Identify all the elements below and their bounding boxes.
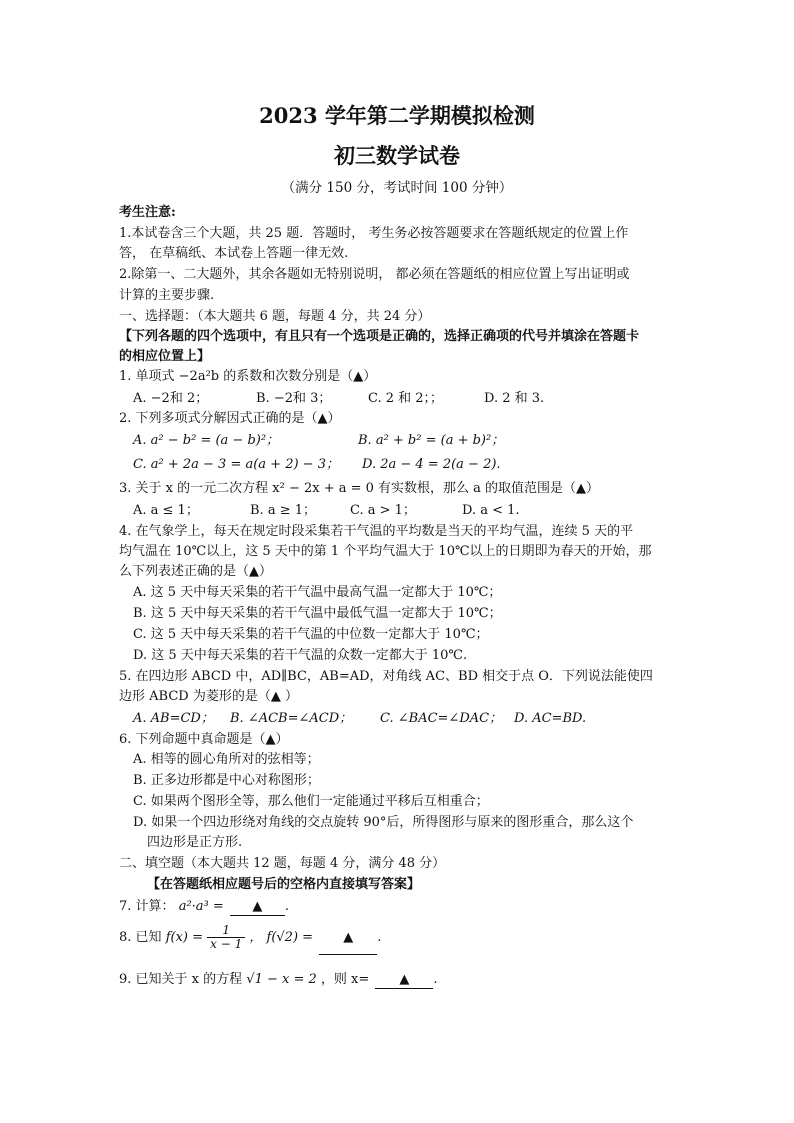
option-a: A. 相等的圆心角所对的弦相等；	[133, 752, 320, 767]
question-stem: 均气温在 10℃以上，这 5 天中的第 1 个平均气温大于 10℃以上的日期即为春天的开始，那	[119, 544, 652, 559]
exam-note: （满分 150 分，考试时间 100 分钟）	[281, 180, 513, 196]
answer-blank: ▲	[319, 922, 377, 955]
option-d: D. AC=BD.	[514, 711, 587, 726]
option-c: C. 2 和 2；；	[368, 391, 444, 406]
option-a: A. a² − b² = (a − b)²；	[133, 433, 280, 448]
question-label: 8. 已知	[119, 930, 162, 945]
question-stem: 么下列表述正确的是（▲）	[119, 564, 272, 579]
option-d: D. 2a − 4 = 2(a − 2).	[362, 457, 501, 472]
option-b: B. ∠ACB=∠ACD；	[230, 711, 353, 726]
question-8: 8. 已知 f(x) = $\frac{1}{x - 1}$ ， f(√2) = ▲ .	[119, 922, 381, 955]
question-stem: 6. 下列命题中真命题是（▲）	[119, 732, 289, 747]
fraction-denominator: x − 1	[210, 937, 243, 951]
notice-line: 计算的主要步骤.	[119, 288, 215, 303]
section1-instruction: 的相应位置上】	[119, 349, 211, 364]
section2-instruction: 【在答题纸相应题号后的空格内直接填写答案】	[147, 877, 421, 892]
option-a: A. a ≤ 1；	[133, 503, 199, 518]
notice-line: 2.除第一、二大题外，其余各题如无特别说明， 都必须在答题纸的相应位置上写出证明或	[119, 267, 630, 282]
question-tail: ，则 x=	[320, 972, 370, 987]
option-c: C. a² + 2a − 3 = a(a + 2) − 3；	[133, 457, 339, 472]
notice-heading: 考生注意:	[119, 205, 176, 220]
option-d: D. 如果一个四边形绕对角线的交点旋转 90°后，所得图形与原来的图形重合，那么这个	[133, 815, 634, 830]
question-9: 9. 已知关于 x 的方程 √1 − x = 2 ，则 x= ▲ .	[119, 972, 438, 987]
option-b: B. 正多边形都是中心对称图形；	[133, 773, 320, 788]
option-d: D. 2 和 3.	[484, 391, 545, 406]
exam-subtitle: 初三数学试卷	[334, 143, 460, 168]
option-d: D. 这 5 天中每天采集的若干气温的众数一定都大于 10℃.	[133, 648, 468, 663]
section2-heading: 二、填空题（本大题共 12 题，每题 4 分，满分 48 分）	[119, 856, 446, 871]
question-label: 9. 已知关于 x 的方程	[119, 972, 243, 987]
question-stem: 4. 在气象学上，每天在规定时段采集若干气温的平均数是当天的平均气温，连续 5 天的平	[119, 524, 634, 539]
option-c: C. 这 5 天中每天采集的若干气温的中位数一定都大于 10℃；	[133, 627, 489, 642]
option-c: C. a > 1；	[350, 503, 416, 518]
question-stem: 边形 ABCD 为菱形的是（▲ ）	[119, 689, 298, 704]
fraction-numerator: 1	[207, 924, 245, 938]
question-7: 7. 计算： a²·a³ = ▲ .	[119, 899, 290, 914]
notice-line: 答， 在草稿纸、本试卷上答题一律无效.	[119, 246, 349, 261]
option-a: A. AB=CD；	[133, 711, 214, 726]
option-d: D. a < 1.	[462, 503, 520, 518]
option-d-continued: 四边形是正方形.	[147, 835, 243, 850]
question-stem: 5. 在四边形 ABCD 中，AD∥BC，AB=AD，对角线 AC、BD 相交于点 O．下列说法能使四	[119, 669, 653, 684]
question-stem: 3. 关于 x 的一元二次方程 x² − 2x + a = 0 有实数根，那么 a 的取值范围是（▲）	[119, 481, 600, 496]
math-expression: a²·a³ =	[178, 899, 224, 914]
answer-blank: ▲	[230, 899, 285, 916]
section1-heading: 一、选择题：（本大题共 6 题，每题 4 分，共 24 分）	[119, 309, 431, 324]
option-b: B. 这 5 天中每天采集的若干气温中最低气温一定都大于 10℃；	[133, 606, 502, 621]
notice-line: 1.本试卷含三个大题，共 25 题．答题时， 考生务必按答题要求在答题纸规定的位置上作	[119, 226, 629, 241]
section1-instruction: 【下列各题的四个选项中，有且只有一个选项是正确的，选择正确项的代号并填涂在答题卡	[119, 329, 640, 344]
question-label: 7. 计算：	[119, 899, 175, 914]
fraction	[207, 924, 245, 951]
option-c: C. 如果两个图形全等，那么他们一定能通过平移后互相重合；	[133, 794, 489, 809]
math-expression: ， f(√2) =	[249, 930, 314, 945]
option-b: B. a ≥ 1；	[250, 503, 316, 518]
math-expression: √1 − x = 2	[246, 972, 317, 987]
exam-title: 2023 学年第二学期模拟检测	[259, 103, 535, 128]
option-b: B. −2和 3；	[256, 391, 332, 406]
answer-blank: ▲	[375, 972, 433, 989]
question-stem: 1. 单项式 −2a²b 的系数和次数分别是（▲）	[119, 369, 377, 384]
option-b: B. a² + b² = (a + b)²；	[358, 433, 505, 448]
option-a: A. −2和 2；	[133, 391, 209, 406]
question-stem: 2. 下列多项式分解因式正确的是（▲）	[119, 411, 341, 426]
option-a: A. 这 5 天中每天采集的若干气温中最高气温一定都大于 10℃；	[133, 585, 502, 600]
math-expression: f(x) =	[165, 930, 203, 945]
option-c: C. ∠BAC=∠DAC；	[380, 711, 503, 726]
